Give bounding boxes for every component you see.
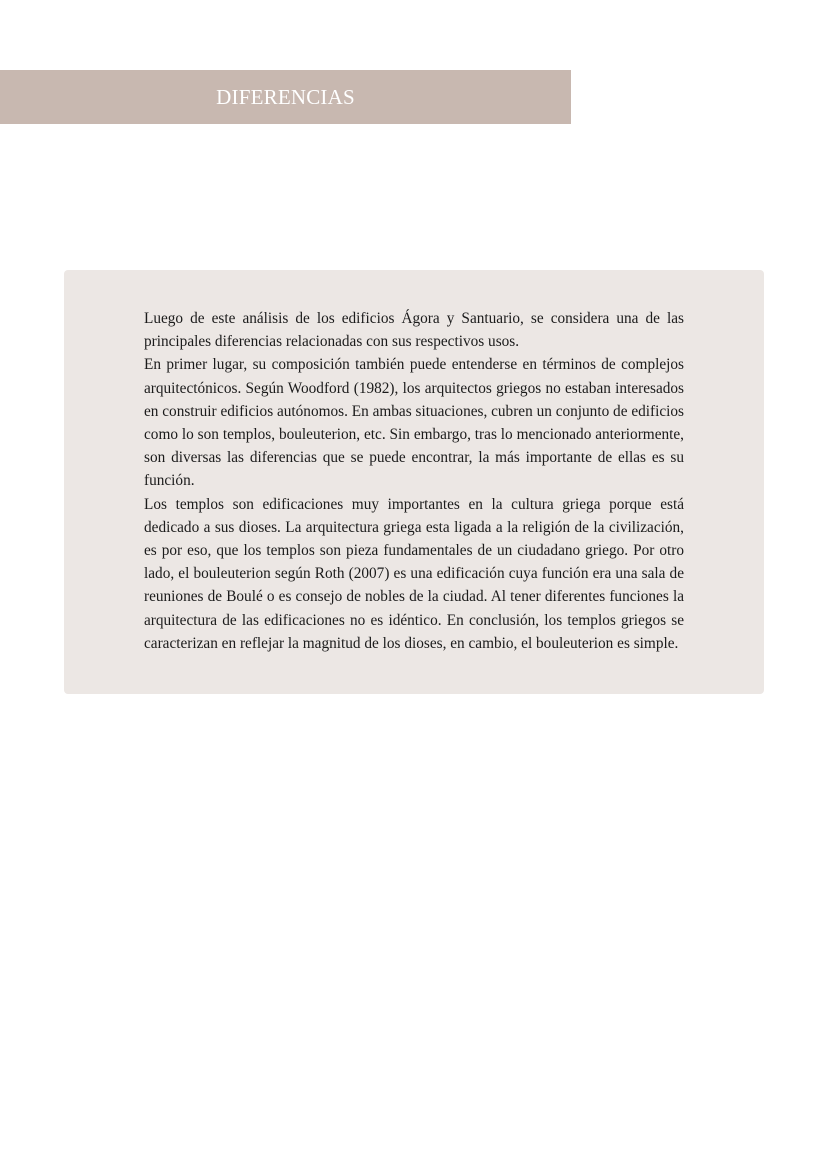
content-card xyxy=(64,270,764,694)
paragraph-composition: En primer lugar, su composición también puede entenderse en términos de complejos arquitectónicos. Según Woodford (1982), los arquitectos griegos no estaban interesados en construir edificios autónomos. En ambas situaciones, cubren un conjunto de edificios como lo son templos, bouleuterion, etc. Sin embargo, tras lo mencionado anteriormente, son diversas las diferencias que se puede encontrar, la más importante de ellas es su función. xyxy=(144,356,684,490)
body-text xyxy=(144,307,684,655)
page-title: DIFERENCIAS xyxy=(216,85,355,109)
paragraph-intro: Luego de este análisis de los edificios Ágora y Santuario, se considera una de las principales diferencias relacionadas con sus respectivos usos. xyxy=(144,310,684,351)
paragraph-temples: Los templos son edificaciones muy importantes en la cultura griega porque está dedicado a sus dioses. La arquitectura griega esta ligada a la religión de la civilización, es por eso, que los templos son pieza fundamentales de un ciudadano griego. Por otro lado, el bouleuterion según Roth (2007) es una edificación cuya función era una sala de reuniones de Boulé o es consejo de nobles de la ciudad. Al tener diferentes funciones la arquitectura de las edificaciones no es idéntico. En conclusión, los templos griegos se caracterizan en reflejar la magnitud de los dioses, en cambio, el bouleuterion es simple. xyxy=(144,495,684,652)
